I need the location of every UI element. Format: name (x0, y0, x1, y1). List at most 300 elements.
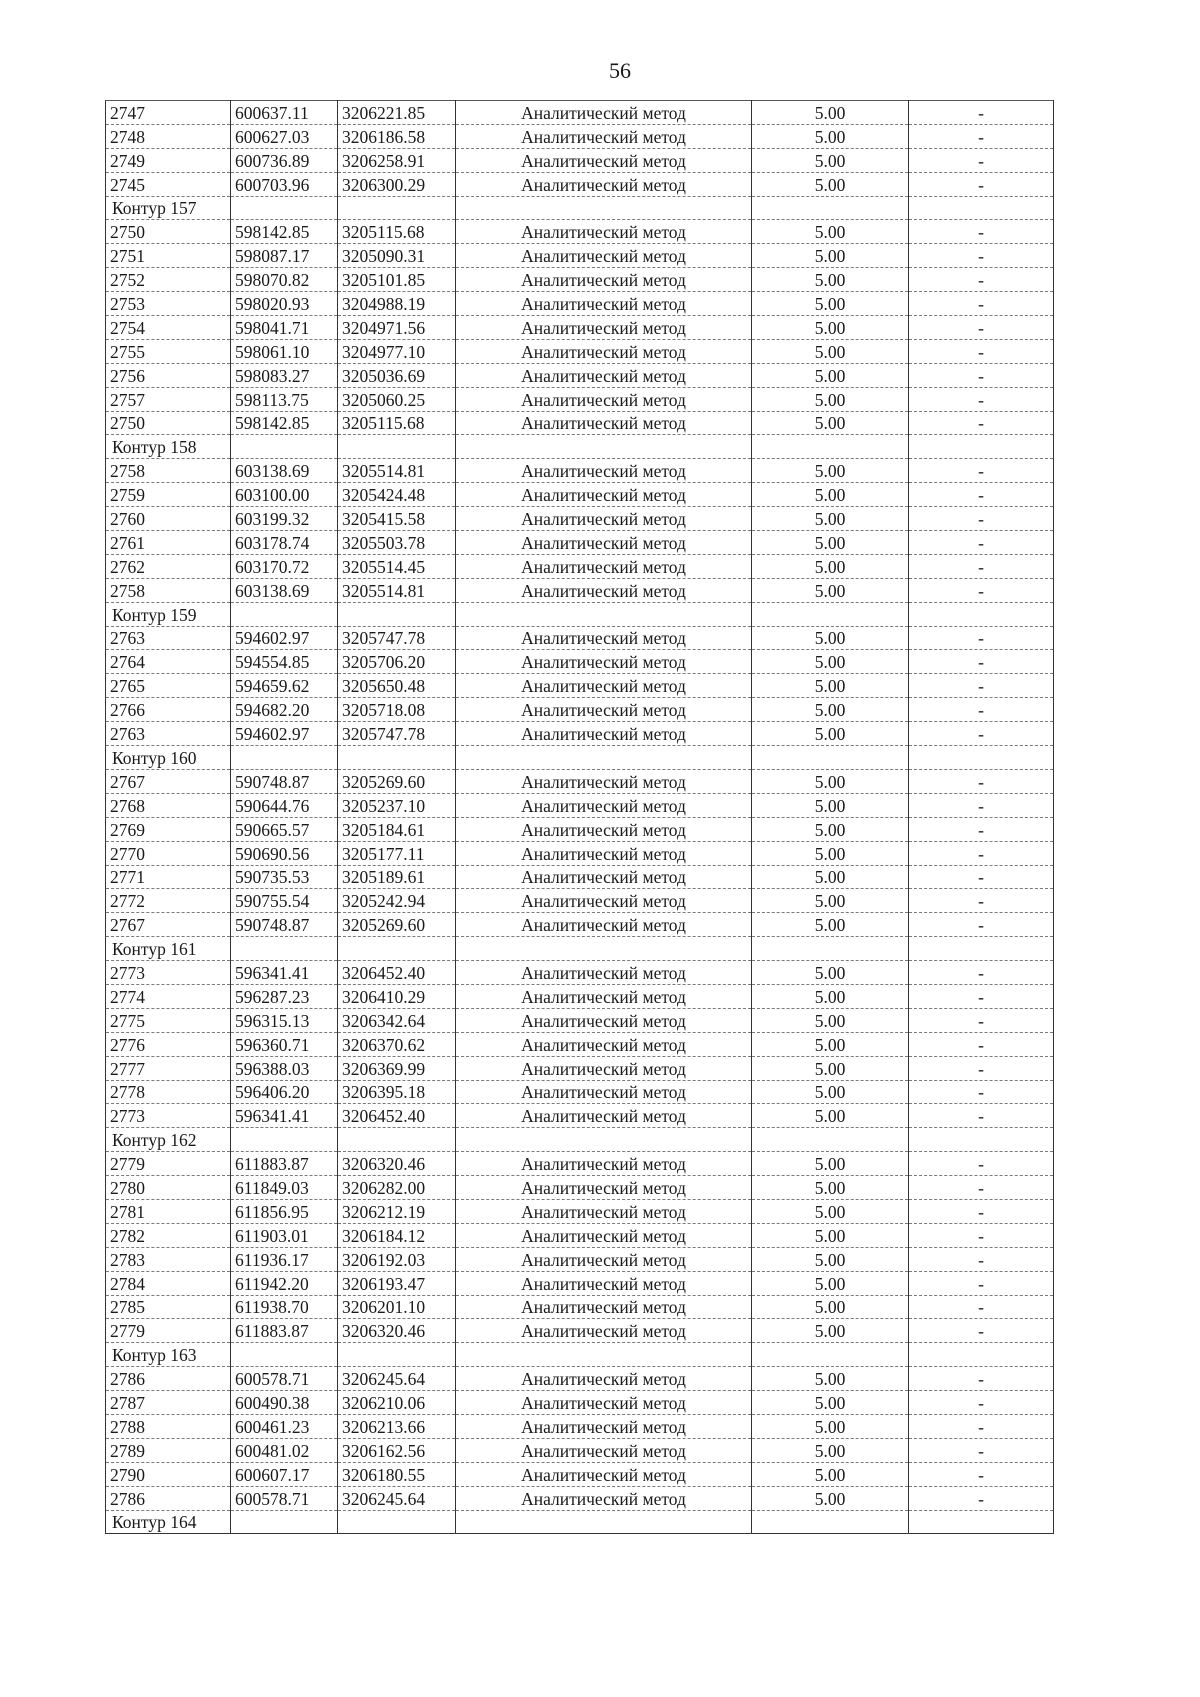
point-row (106, 817, 1054, 841)
point-row (106, 961, 1054, 985)
empty-cell (909, 937, 1054, 961)
accuracy-cell: 5.00 (752, 1438, 909, 1462)
method-cell: Аналитический метод (456, 101, 752, 125)
accuracy-cell: 5.00 (752, 913, 909, 937)
coordinate-y: 3206193.47 (338, 1271, 456, 1295)
point-number: 2787 (106, 1391, 231, 1415)
method-cell: Аналитический метод (456, 1176, 752, 1200)
dash-cell: - (909, 459, 1054, 483)
coordinate-x: 598113.75 (231, 387, 338, 411)
dash-cell: - (909, 1199, 1054, 1223)
accuracy-cell: 5.00 (752, 292, 909, 316)
coordinate-x: 611942.20 (231, 1271, 338, 1295)
accuracy-cell: 5.00 (752, 1247, 909, 1271)
dash-cell: - (909, 793, 1054, 817)
accuracy-cell: 5.00 (752, 483, 909, 507)
point-row (106, 1391, 1054, 1415)
coordinate-x: 598041.71 (231, 316, 338, 340)
point-row (106, 363, 1054, 387)
contour-label: Контур 157 (106, 196, 231, 220)
accuracy-cell: 5.00 (752, 1056, 909, 1080)
point-row (106, 984, 1054, 1008)
dash-cell: - (909, 172, 1054, 196)
method-cell: Аналитический метод (456, 292, 752, 316)
contour-header-row (106, 435, 1054, 459)
coordinate-x: 600736.89 (231, 148, 338, 172)
coordinate-x: 611903.01 (231, 1223, 338, 1247)
point-number: 2778 (106, 1080, 231, 1104)
dash-cell: - (909, 698, 1054, 722)
empty-cell (231, 937, 338, 961)
coordinate-y: 3205115.68 (338, 411, 456, 435)
empty-cell (456, 1510, 752, 1534)
dash-cell: - (909, 1247, 1054, 1271)
coordinate-x: 598142.85 (231, 220, 338, 244)
method-cell: Аналитический метод (456, 1486, 752, 1510)
accuracy-cell: 5.00 (752, 316, 909, 340)
point-row (106, 793, 1054, 817)
dash-cell: - (909, 411, 1054, 435)
coordinate-y: 3205415.58 (338, 507, 456, 531)
coordinate-x: 590665.57 (231, 817, 338, 841)
point-number: 2753 (106, 292, 231, 316)
method-cell: Аналитический метод (456, 1391, 752, 1415)
point-number: 2749 (106, 148, 231, 172)
point-number: 2780 (106, 1176, 231, 1200)
empty-cell (456, 196, 752, 220)
dash-cell: - (909, 889, 1054, 913)
accuracy-cell: 5.00 (752, 1414, 909, 1438)
coordinates-table (105, 100, 1054, 1534)
method-cell: Аналитический метод (456, 1056, 752, 1080)
empty-cell (752, 602, 909, 626)
accuracy-cell: 5.00 (752, 507, 909, 531)
point-number: 2775 (106, 1008, 231, 1032)
empty-cell (909, 1510, 1054, 1534)
coordinate-y: 3206245.64 (338, 1367, 456, 1391)
coordinate-x: 596388.03 (231, 1056, 338, 1080)
coordinate-x: 596341.41 (231, 961, 338, 985)
coordinate-y: 3205177.11 (338, 841, 456, 865)
method-cell: Аналитический метод (456, 817, 752, 841)
coordinate-x: 590735.53 (231, 865, 338, 889)
method-cell: Аналитический метод (456, 554, 752, 578)
accuracy-cell: 5.00 (752, 1319, 909, 1343)
point-number: 2756 (106, 363, 231, 387)
coordinate-x: 594602.97 (231, 626, 338, 650)
empty-cell (338, 746, 456, 770)
coordinate-y: 3205650.48 (338, 674, 456, 698)
point-row (106, 459, 1054, 483)
accuracy-cell: 5.00 (752, 531, 909, 555)
empty-cell (338, 937, 456, 961)
empty-cell (338, 602, 456, 626)
coordinate-y: 3206213.66 (338, 1414, 456, 1438)
coordinate-y: 3206184.12 (338, 1223, 456, 1247)
empty-cell (338, 435, 456, 459)
point-row (106, 1319, 1054, 1343)
dash-cell: - (909, 1367, 1054, 1391)
accuracy-cell: 5.00 (752, 124, 909, 148)
method-cell: Аналитический метод (456, 220, 752, 244)
point-row (106, 316, 1054, 340)
coordinate-y: 3206342.64 (338, 1008, 456, 1032)
accuracy-cell: 5.00 (752, 817, 909, 841)
method-cell: Аналитический метод (456, 1104, 752, 1128)
coordinate-x: 611883.87 (231, 1319, 338, 1343)
dash-cell: - (909, 961, 1054, 985)
point-row (106, 841, 1054, 865)
coordinate-y: 3204988.19 (338, 292, 456, 316)
empty-cell (338, 1128, 456, 1152)
accuracy-cell: 5.00 (752, 268, 909, 292)
method-cell: Аналитический метод (456, 483, 752, 507)
dash-cell: - (909, 626, 1054, 650)
method-cell: Аналитический метод (456, 793, 752, 817)
point-number: 2772 (106, 889, 231, 913)
point-number: 2766 (106, 698, 231, 722)
accuracy-cell: 5.00 (752, 1367, 909, 1391)
point-number: 2781 (106, 1199, 231, 1223)
point-row (106, 554, 1054, 578)
coordinate-y: 3206245.64 (338, 1486, 456, 1510)
point-number: 2755 (106, 339, 231, 363)
accuracy-cell: 5.00 (752, 1176, 909, 1200)
coordinate-x: 590748.87 (231, 769, 338, 793)
accuracy-cell: 5.00 (752, 1223, 909, 1247)
dash-cell: - (909, 984, 1054, 1008)
accuracy-cell: 5.00 (752, 674, 909, 698)
coordinate-x: 611856.95 (231, 1199, 338, 1223)
dash-cell: - (909, 1414, 1054, 1438)
coordinate-x: 590690.56 (231, 841, 338, 865)
contour-label: Контур 159 (106, 602, 231, 626)
point-number: 2789 (106, 1438, 231, 1462)
coordinate-y: 3206282.00 (338, 1176, 456, 1200)
point-number: 2750 (106, 411, 231, 435)
coordinate-x: 600578.71 (231, 1367, 338, 1391)
point-row (106, 148, 1054, 172)
dash-cell: - (909, 1152, 1054, 1176)
contour-header-row (106, 1343, 1054, 1367)
method-cell: Аналитический метод (456, 411, 752, 435)
accuracy-cell: 5.00 (752, 1152, 909, 1176)
method-cell: Аналитический метод (456, 841, 752, 865)
coordinate-x: 603199.32 (231, 507, 338, 531)
method-cell: Аналитический метод (456, 507, 752, 531)
method-cell: Аналитический метод (456, 1462, 752, 1486)
method-cell: Аналитический метод (456, 626, 752, 650)
accuracy-cell: 5.00 (752, 101, 909, 125)
method-cell: Аналитический метод (456, 1367, 752, 1391)
point-row (106, 1462, 1054, 1486)
method-cell: Аналитический метод (456, 1319, 752, 1343)
coordinate-y: 3206212.19 (338, 1199, 456, 1223)
dash-cell: - (909, 387, 1054, 411)
coordinate-y: 3206186.58 (338, 124, 456, 148)
point-number: 2751 (106, 244, 231, 268)
coordinate-y: 3205514.81 (338, 578, 456, 602)
point-row (106, 244, 1054, 268)
coordinate-y: 3205090.31 (338, 244, 456, 268)
coordinate-y: 3205514.81 (338, 459, 456, 483)
point-number: 2750 (106, 220, 231, 244)
accuracy-cell: 5.00 (752, 578, 909, 602)
accuracy-cell: 5.00 (752, 148, 909, 172)
point-number: 2767 (106, 913, 231, 937)
coordinate-x: 598087.17 (231, 244, 338, 268)
coordinate-y: 3205706.20 (338, 650, 456, 674)
empty-cell (752, 435, 909, 459)
point-row (106, 1008, 1054, 1032)
coordinate-x: 598070.82 (231, 268, 338, 292)
coordinate-x: 598083.27 (231, 363, 338, 387)
empty-cell (231, 602, 338, 626)
dash-cell: - (909, 339, 1054, 363)
empty-cell (752, 1128, 909, 1152)
coordinate-x: 594682.20 (231, 698, 338, 722)
accuracy-cell: 5.00 (752, 722, 909, 746)
point-row (106, 101, 1054, 125)
method-cell: Аналитический метод (456, 316, 752, 340)
dash-cell: - (909, 1295, 1054, 1319)
point-number: 2752 (106, 268, 231, 292)
coordinate-y: 3206192.03 (338, 1247, 456, 1271)
empty-cell (231, 435, 338, 459)
point-number: 2771 (106, 865, 231, 889)
coordinate-y: 3206201.10 (338, 1295, 456, 1319)
coordinate-x: 600607.17 (231, 1462, 338, 1486)
point-row (106, 1271, 1054, 1295)
coordinate-x: 600481.02 (231, 1438, 338, 1462)
method-cell: Аналитический метод (456, 1414, 752, 1438)
method-cell: Аналитический метод (456, 1008, 752, 1032)
empty-cell (456, 746, 752, 770)
point-number: 2783 (106, 1247, 231, 1271)
method-cell: Аналитический метод (456, 961, 752, 985)
empty-cell (231, 1343, 338, 1367)
accuracy-cell: 5.00 (752, 698, 909, 722)
coordinate-x: 596341.41 (231, 1104, 338, 1128)
coordinate-y: 3204971.56 (338, 316, 456, 340)
point-row (106, 650, 1054, 674)
dash-cell: - (909, 650, 1054, 674)
dash-cell: - (909, 1056, 1054, 1080)
accuracy-cell: 5.00 (752, 1008, 909, 1032)
point-number: 2773 (106, 1104, 231, 1128)
dash-cell: - (909, 578, 1054, 602)
coordinate-x: 600578.71 (231, 1486, 338, 1510)
dash-cell: - (909, 769, 1054, 793)
point-number: 2747 (106, 101, 231, 125)
accuracy-cell: 5.00 (752, 889, 909, 913)
dash-cell: - (909, 674, 1054, 698)
contour-label: Контур 160 (106, 746, 231, 770)
point-row (106, 913, 1054, 937)
method-cell: Аналитический метод (456, 1199, 752, 1223)
dash-cell: - (909, 1080, 1054, 1104)
coordinate-y: 3206370.62 (338, 1032, 456, 1056)
accuracy-cell: 5.00 (752, 961, 909, 985)
contour-header-row (106, 1510, 1054, 1534)
dash-cell: - (909, 316, 1054, 340)
coordinate-x: 611883.87 (231, 1152, 338, 1176)
coordinates-table-body (106, 101, 1054, 1534)
dash-cell: - (909, 841, 1054, 865)
point-row (106, 1223, 1054, 1247)
dash-cell: - (909, 483, 1054, 507)
dash-cell: - (909, 1271, 1054, 1295)
point-row (106, 292, 1054, 316)
empty-cell (456, 1128, 752, 1152)
dash-cell: - (909, 292, 1054, 316)
method-cell: Аналитический метод (456, 1247, 752, 1271)
empty-cell (231, 746, 338, 770)
point-row (106, 220, 1054, 244)
method-cell: Аналитический метод (456, 459, 752, 483)
point-number: 2763 (106, 722, 231, 746)
coordinate-x: 603100.00 (231, 483, 338, 507)
point-row (106, 722, 1054, 746)
empty-cell (909, 435, 1054, 459)
contour-header-row (106, 937, 1054, 961)
coordinate-y: 3205269.60 (338, 913, 456, 937)
point-row (106, 1486, 1054, 1510)
dash-cell: - (909, 1486, 1054, 1510)
dash-cell: - (909, 865, 1054, 889)
point-number: 2777 (106, 1056, 231, 1080)
point-row (106, 1414, 1054, 1438)
accuracy-cell: 5.00 (752, 459, 909, 483)
empty-cell (338, 196, 456, 220)
dash-cell: - (909, 148, 1054, 172)
point-number: 2773 (106, 961, 231, 985)
accuracy-cell: 5.00 (752, 769, 909, 793)
coordinate-x: 594659.62 (231, 674, 338, 698)
point-row (106, 865, 1054, 889)
coordinate-x: 600461.23 (231, 1414, 338, 1438)
contour-label: Контур 163 (106, 1343, 231, 1367)
empty-cell (231, 1128, 338, 1152)
point-number: 2754 (106, 316, 231, 340)
coordinate-x: 611849.03 (231, 1176, 338, 1200)
dash-cell: - (909, 268, 1054, 292)
empty-cell (456, 1343, 752, 1367)
coordinate-y: 3204977.10 (338, 339, 456, 363)
point-number: 2782 (106, 1223, 231, 1247)
accuracy-cell: 5.00 (752, 1199, 909, 1223)
coordinate-y: 3206320.46 (338, 1152, 456, 1176)
point-number: 2770 (106, 841, 231, 865)
accuracy-cell: 5.00 (752, 411, 909, 435)
coordinate-y: 3205424.48 (338, 483, 456, 507)
coordinate-y: 3205189.61 (338, 865, 456, 889)
coordinate-x: 590644.76 (231, 793, 338, 817)
empty-cell (909, 196, 1054, 220)
coordinate-y: 3205503.78 (338, 531, 456, 555)
point-number: 2785 (106, 1295, 231, 1319)
accuracy-cell: 5.00 (752, 220, 909, 244)
accuracy-cell: 5.00 (752, 1104, 909, 1128)
point-row (106, 626, 1054, 650)
coordinate-y: 3205237.10 (338, 793, 456, 817)
point-number: 2758 (106, 459, 231, 483)
point-row (106, 268, 1054, 292)
dash-cell: - (909, 1462, 1054, 1486)
point-number: 2768 (106, 793, 231, 817)
coordinate-x: 603170.72 (231, 554, 338, 578)
point-number: 2765 (106, 674, 231, 698)
point-number: 2774 (106, 984, 231, 1008)
dash-cell: - (909, 1104, 1054, 1128)
point-number: 2767 (106, 769, 231, 793)
dash-cell: - (909, 1032, 1054, 1056)
dash-cell: - (909, 507, 1054, 531)
dash-cell: - (909, 913, 1054, 937)
empty-cell (752, 937, 909, 961)
coordinate-y: 3205242.94 (338, 889, 456, 913)
point-number: 2764 (106, 650, 231, 674)
dash-cell: - (909, 220, 1054, 244)
coordinate-y: 3206320.46 (338, 1319, 456, 1343)
dash-cell: - (909, 1438, 1054, 1462)
point-row (106, 124, 1054, 148)
contour-header-row (106, 746, 1054, 770)
dash-cell: - (909, 1176, 1054, 1200)
coordinate-x: 590748.87 (231, 913, 338, 937)
point-number: 2779 (106, 1319, 231, 1343)
empty-cell (456, 937, 752, 961)
point-number: 2760 (106, 507, 231, 531)
point-number: 2788 (106, 1414, 231, 1438)
point-number: 2757 (106, 387, 231, 411)
point-number: 2776 (106, 1032, 231, 1056)
coordinate-x: 603138.69 (231, 578, 338, 602)
coordinate-y: 3205184.61 (338, 817, 456, 841)
method-cell: Аналитический метод (456, 363, 752, 387)
accuracy-cell: 5.00 (752, 793, 909, 817)
dash-cell: - (909, 1391, 1054, 1415)
accuracy-cell: 5.00 (752, 1462, 909, 1486)
coordinate-y: 3206369.99 (338, 1056, 456, 1080)
point-row (106, 1295, 1054, 1319)
point-row (106, 1438, 1054, 1462)
accuracy-cell: 5.00 (752, 172, 909, 196)
empty-cell (752, 1343, 909, 1367)
point-row (106, 769, 1054, 793)
point-row (106, 1080, 1054, 1104)
empty-cell (752, 1510, 909, 1534)
coordinate-x: 603178.74 (231, 531, 338, 555)
coordinate-x: 596315.13 (231, 1008, 338, 1032)
point-row (106, 1152, 1054, 1176)
empty-cell (752, 746, 909, 770)
coordinate-y: 3206180.55 (338, 1462, 456, 1486)
method-cell: Аналитический метод (456, 244, 752, 268)
accuracy-cell: 5.00 (752, 1391, 909, 1415)
point-number: 2748 (106, 124, 231, 148)
coordinate-y: 3205115.68 (338, 220, 456, 244)
point-row (106, 1056, 1054, 1080)
point-number: 2784 (106, 1271, 231, 1295)
coordinate-x: 598142.85 (231, 411, 338, 435)
method-cell: Аналитический метод (456, 1223, 752, 1247)
accuracy-cell: 5.00 (752, 626, 909, 650)
accuracy-cell: 5.00 (752, 841, 909, 865)
point-number: 2790 (106, 1462, 231, 1486)
empty-cell (456, 435, 752, 459)
point-row (106, 507, 1054, 531)
